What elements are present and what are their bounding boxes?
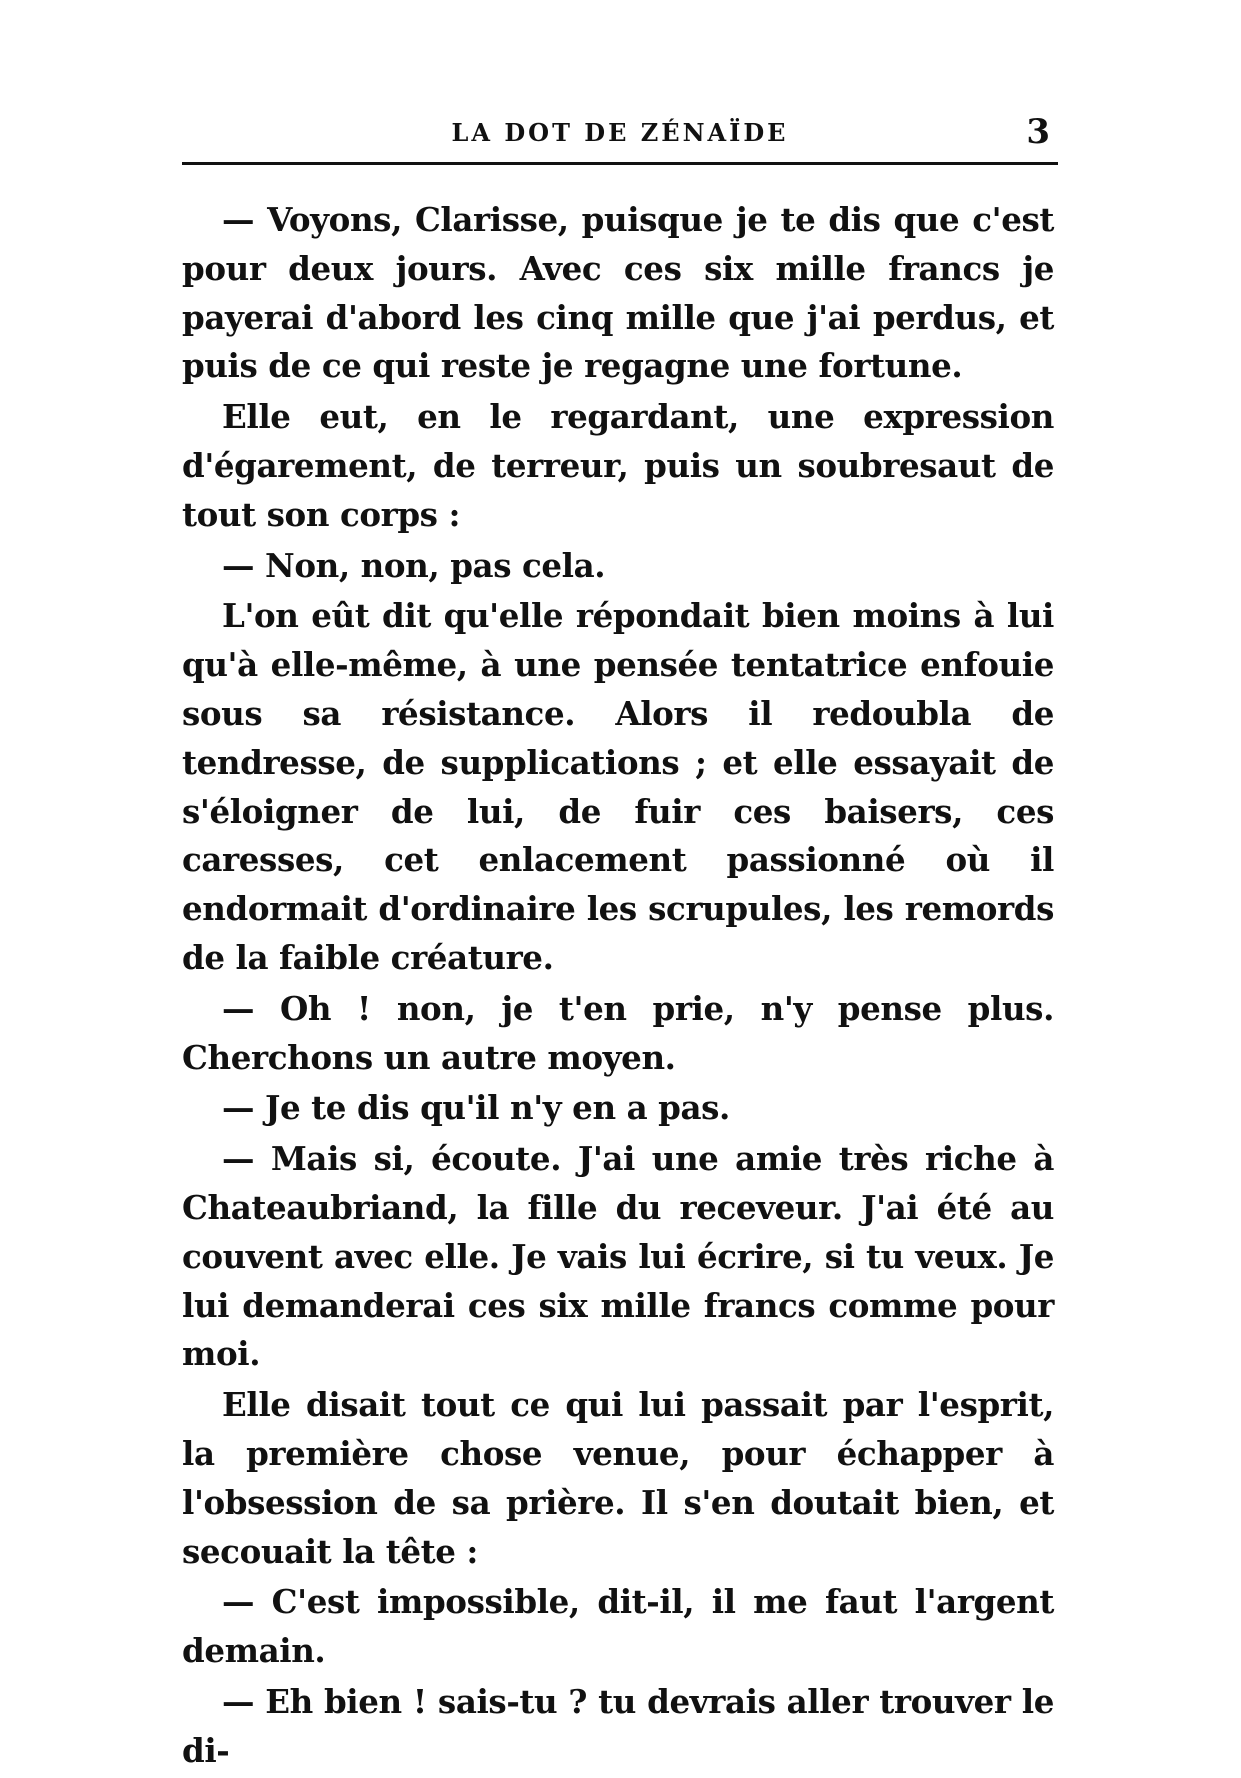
- paragraph: Elle eut, en le regardant, une expression d'égarement, de terreur, puis un soubresaut de tout son corps :: [182, 397, 1054, 534]
- paragraph: — Voyons, Clarisse, puisque je te dis que c'est pour deux jours. Avec ces six mille francs je payerai d'abord les cinq mille que j'ai perdus, et puis de ce qui reste je regagne une fortune.: [182, 200, 1054, 386]
- header-rule: [182, 162, 1058, 165]
- paragraph: L'on eût dit qu'elle répondait bien moins à lui qu'à elle-même, à une pensée tentatrice enfouie sous sa résistance. Alors il redoubla de tendresse, de supplications ; et elle essayait de s'éloigner de lui, de fuir ces baisers, ces caresses, cet enlacement passionné où il endormait d'ordinaire les scrupules, les remords de la faible créature.: [182, 596, 1054, 977]
- paragraph: — Eh bien ! sais-tu ? tu devrais aller trouver le di-: [182, 1681, 1054, 1770]
- paragraph: — Je te dis qu'il n'y en a pas.: [222, 1088, 730, 1128]
- page-number: 3: [1026, 112, 1050, 152]
- paragraph: — Mais si, écoute. J'ai une amie très riche à Chateaubriand, la fille du receveur. J'ai été au couvent avec elle. Je vais lui écrire, si tu veux. Je lui demanderai ces six mille francs comme pour moi.: [182, 1139, 1054, 1374]
- paragraph: Elle disait tout ce qui lui passait par l'esprit, la première chose venue, pour échapper à l'obsession de sa prière. Il s'en doutait bien, et secouait la tête :: [182, 1385, 1054, 1571]
- running-title: LA DOT DE ZÉNAÏDE: [451, 118, 789, 147]
- paragraph: — C'est impossible, dit-il, il me faut l'argent demain.: [182, 1582, 1054, 1671]
- running-head: [180, 112, 1060, 158]
- paragraph: — Oh ! non, je t'en prie, n'y pense plus. Cherchons un autre moyen.: [182, 988, 1054, 1077]
- paragraph: — Non, non, pas cela.: [222, 545, 606, 585]
- body-text: [182, 196, 1054, 1778]
